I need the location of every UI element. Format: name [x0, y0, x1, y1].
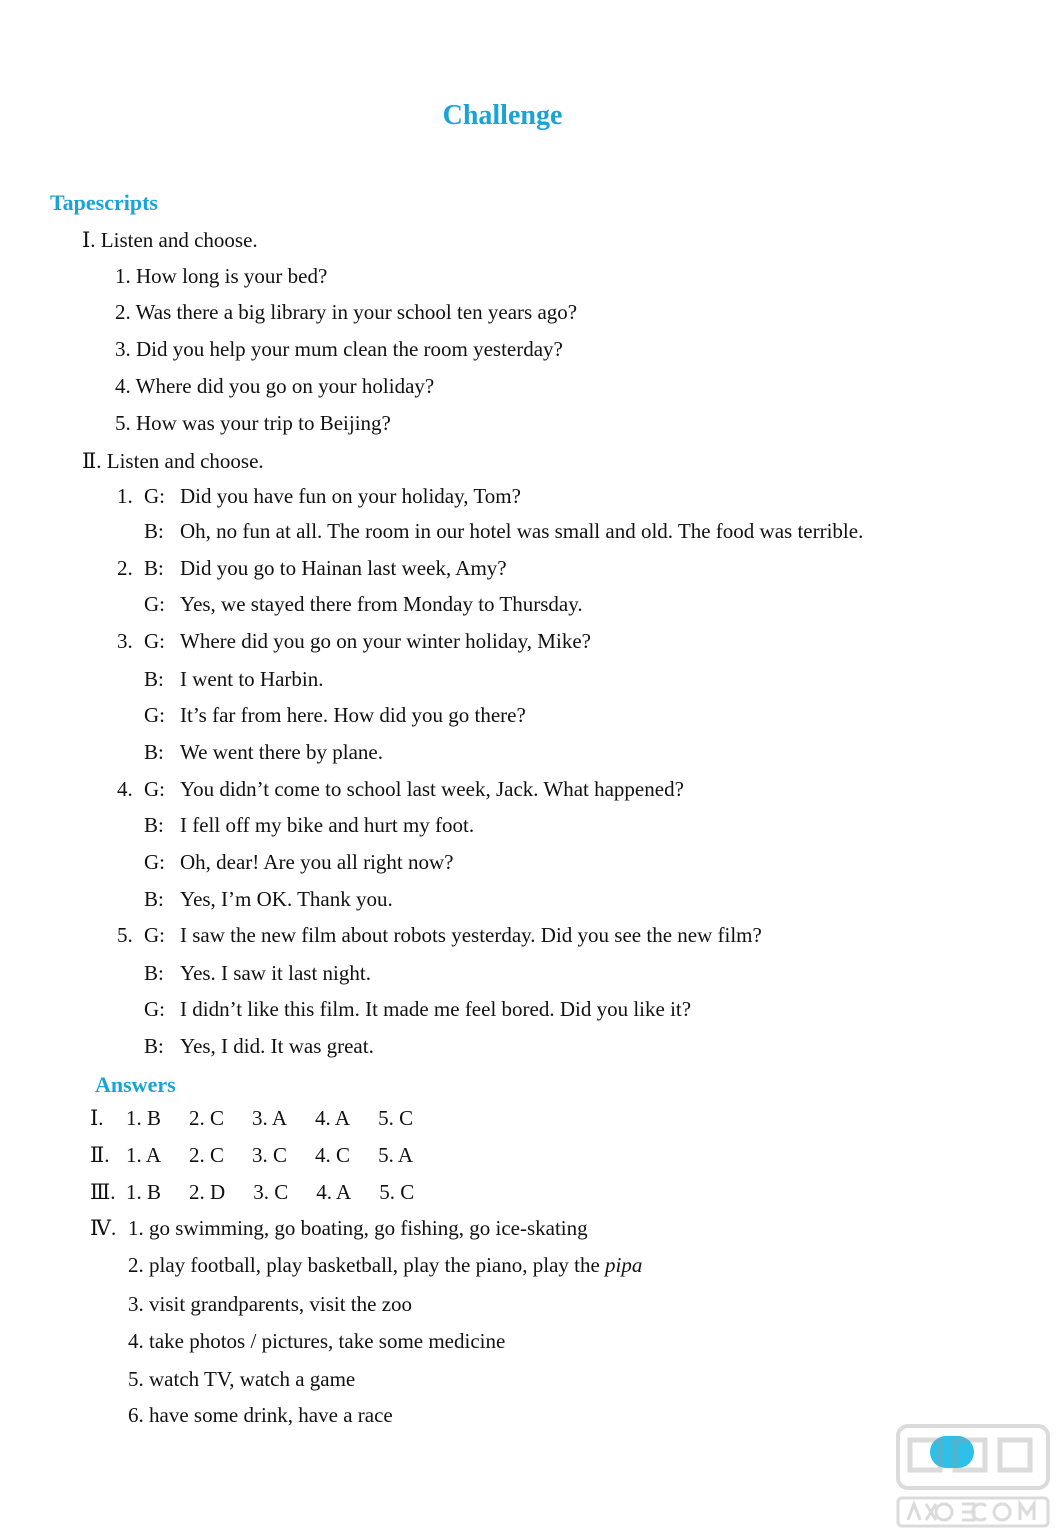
dialogue-text: Did you have fun on your holiday, Tom?	[180, 484, 521, 508]
part1-item-1: 1. How long is your bed?	[115, 264, 328, 288]
speaker: B:	[144, 556, 164, 580]
part1-item-3: 3. Did you help your mum clean the room yesterday?	[115, 337, 563, 361]
answer-item: 6. have some drink, have a race	[128, 1403, 393, 1427]
speaker: B:	[144, 667, 164, 691]
speaker: G:	[144, 923, 165, 947]
dialogue-line	[144, 740, 383, 765]
dialogue-text: Yes, we stayed there from Monday to Thursday.	[180, 592, 583, 616]
speaker: G:	[144, 592, 165, 616]
dialogue-text: I went to Harbin.	[180, 667, 324, 691]
answer-item: 4. A	[315, 1106, 351, 1130]
answer-item: 1. go swimming, go boating, go fishing, go ice-skating	[128, 1216, 588, 1240]
dialogue-line	[144, 592, 583, 617]
answer-item: 2. C	[189, 1106, 225, 1130]
dialogue-line	[144, 519, 863, 544]
speaker: B:	[144, 519, 164, 543]
answers-heading: Answers	[95, 1072, 176, 1097]
dialogue-text: Yes, I’m OK. Thank you.	[180, 887, 393, 911]
answer-item: 3. C	[253, 1180, 289, 1204]
answer-row	[90, 1216, 588, 1241]
dialogue-text: You didn’t come to school last week, Jack. What happened?	[180, 777, 684, 801]
answer-item: 4. A	[316, 1180, 352, 1204]
speaker: B:	[144, 1034, 164, 1058]
part1-item-4: 4. Where did you go on your holiday?	[115, 374, 435, 398]
answer-item: 3. C	[252, 1143, 288, 1167]
speaker: G:	[144, 703, 165, 727]
dialogue-text: Oh, dear! Are you all right now?	[180, 850, 454, 874]
part1-label: Ⅰ. Listen and choose.	[82, 228, 258, 252]
dialogue-line	[144, 813, 474, 838]
speaker: B:	[144, 961, 164, 985]
dialogue-line	[144, 997, 691, 1022]
answer-item: 5. C	[379, 1180, 415, 1204]
answer-item-line	[128, 1367, 355, 1392]
dialogue-line	[117, 777, 684, 802]
dialogue-number: 3.	[117, 629, 133, 653]
answer-row	[90, 1143, 441, 1168]
dialogue-text: I didn’t like this film. It made me feel bored. Did you like it?	[180, 997, 692, 1021]
answer-item: 5. watch TV, watch a game	[128, 1367, 356, 1391]
answer-item: 4. take photos / pictures, take some medicine	[128, 1329, 506, 1353]
dialogue-line	[144, 667, 323, 692]
answer-item: 1. B	[126, 1180, 162, 1204]
speaker: G:	[144, 484, 165, 508]
answer-item: 3. visit grandparents, visit the zoo	[128, 1292, 413, 1316]
speaker: G:	[144, 777, 165, 801]
answer-item-line	[128, 1253, 642, 1278]
dialogue-text: Yes. I saw it last night.	[180, 961, 371, 985]
part2-label: Ⅱ. Listen and choose.	[82, 449, 264, 473]
dialogue-line	[144, 703, 526, 728]
answer-row-label: Ⅰ.	[90, 1106, 104, 1130]
dialogue-line	[117, 484, 521, 509]
dialogue-text: We went there by plane.	[180, 740, 383, 764]
part1-item-2: 2. Was there a big library in your school ten years ago?	[115, 300, 578, 324]
speaker: G:	[144, 629, 165, 653]
answer-item-line	[128, 1329, 505, 1354]
answer-item: 5. A	[378, 1143, 414, 1167]
speaker: G:	[144, 997, 165, 1021]
answer-row	[90, 1106, 441, 1131]
dialogue-line	[144, 961, 371, 986]
speaker: G:	[144, 850, 165, 874]
answer-row	[90, 1180, 442, 1205]
answer-item: 3. A	[252, 1106, 288, 1130]
watermark-logo	[890, 1420, 1055, 1532]
answer-item: 2. D	[189, 1180, 226, 1204]
dialogue-number: 4.	[117, 777, 133, 801]
tapescripts-heading: Tapescripts	[50, 190, 158, 215]
answer-item: 5. C	[378, 1106, 414, 1130]
answer-item-line	[128, 1292, 412, 1317]
page-title: Challenge	[442, 100, 563, 131]
dialogue-text: It’s far from here. How did you go there?	[180, 703, 526, 727]
dialogue-line	[144, 1034, 374, 1059]
dialogue-text: Where did you go on your winter holiday, Mike?	[180, 629, 591, 653]
speaker: B:	[144, 887, 164, 911]
answer-item: 2. play football, play basketball, play the piano, play the	[128, 1253, 606, 1277]
dialogue-text: I fell off my bike and hurt my foot.	[180, 813, 475, 837]
dialogue-number: 5.	[117, 923, 133, 947]
dialogue-number: 2.	[117, 556, 133, 580]
dialogue-text: Oh, no fun at all. The room in our hotel was small and old. The food was terrible.	[180, 519, 864, 543]
dialogue-line	[117, 629, 591, 654]
answer-item-italic: pipa	[605, 1253, 643, 1277]
dialogue-line	[144, 887, 393, 912]
dialogue-number: 1.	[117, 484, 133, 508]
dialogue-line	[117, 923, 762, 948]
speaker: B:	[144, 740, 164, 764]
answer-row-label: Ⅱ.	[90, 1143, 110, 1167]
answer-row-label: Ⅲ.	[90, 1180, 116, 1204]
dialogue-line	[144, 850, 454, 875]
answer-row-label: Ⅳ.	[90, 1216, 117, 1240]
dialogue-text: Did you go to Hainan last week, Amy?	[180, 556, 507, 580]
answer-item: 4. C	[315, 1143, 351, 1167]
answer-item: 1. B	[126, 1106, 162, 1130]
dialogue-text: I saw the new film about robots yesterday. Did you see the new film?	[180, 923, 762, 947]
answer-item: 2. C	[189, 1143, 225, 1167]
part1-item-5: 5. How was your trip to Beijing?	[115, 411, 391, 435]
answer-item-line	[128, 1403, 393, 1428]
dialogue-line	[117, 556, 507, 581]
answer-item: 1. A	[126, 1143, 162, 1167]
speaker: B:	[144, 813, 164, 837]
dialogue-text: Yes, I did. It was great.	[180, 1034, 374, 1058]
